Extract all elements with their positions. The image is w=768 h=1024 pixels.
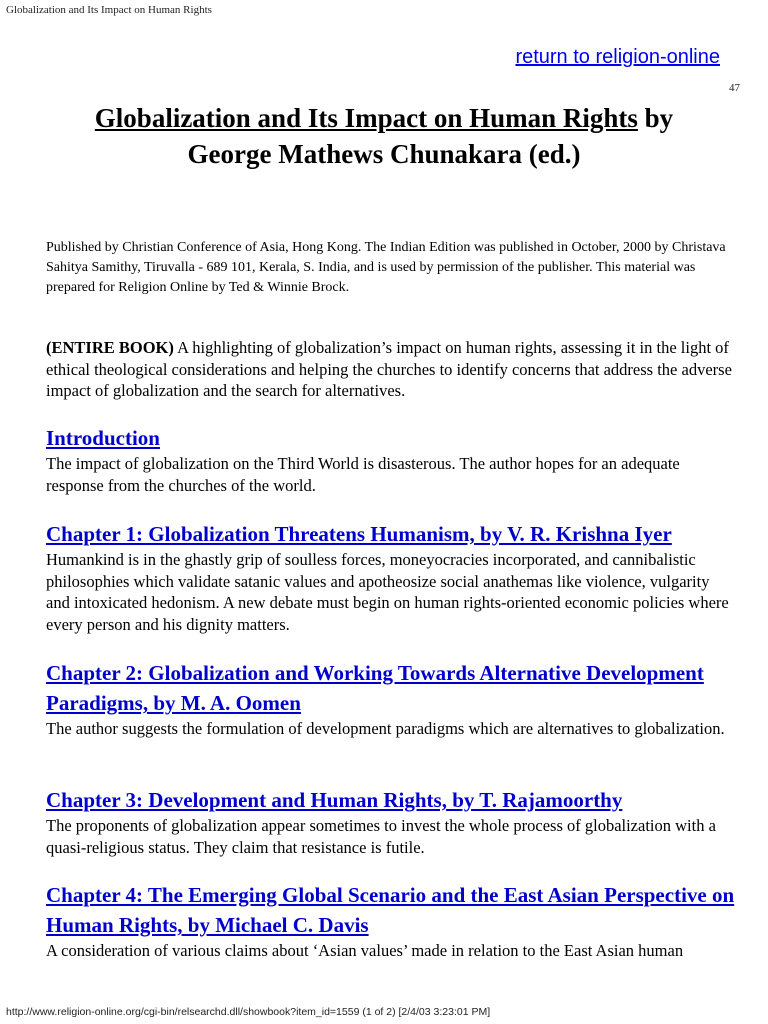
section-summary: The impact of globalization on the Third World is disasterous. The author hopes for an adequate response from the churches of the world. bbox=[46, 454, 680, 495]
print-header-title: Globalization and Its Impact on Human Rights bbox=[6, 4, 212, 16]
section-chapter-2 bbox=[46, 658, 736, 740]
section-summary: The author suggests the formulation of development paradigms which are alternatives to globalization. bbox=[46, 719, 725, 738]
section-introduction bbox=[46, 423, 736, 496]
chapter-2-link[interactable]: Chapter 2: Globalization and Working Towards Alternative Development Paradigms, by M. A. Oomen bbox=[46, 661, 704, 715]
book-title-main: Globalization and Its Impact on Human Rights bbox=[94, 103, 638, 133]
section-chapter-3 bbox=[46, 785, 736, 858]
book-title bbox=[0, 100, 768, 172]
description-text: A highlighting of globalization’s impact on human rights, assessing it in the light of ethical theological considerations and helping the churches to identify concerns that address the adverse impact of globalization and the search for alternatives. bbox=[46, 338, 732, 400]
description-label: (ENTIRE BOOK) bbox=[46, 338, 174, 357]
book-description bbox=[46, 337, 736, 402]
section-link-introduction[interactable]: Introduction bbox=[46, 426, 160, 450]
publication-info: Published by Christian Conference of Asia, Hong Kong. The Indian Edition was published in October, 2000 by Christava Sahitya Samithy, Tiruvalla - 689 101, Kerala, S. India, and is used by permission of the publisher. This material was prepared for Religion Online by Ted & Winnie Brock. bbox=[46, 240, 726, 295]
section-chapter-4 bbox=[46, 880, 736, 962]
section-summary: Humankind is in the ghastly grip of soulless forces, moneyocracies incorporated, and cannibalistic philosophies which validate satanic values and apotheosize social anathemas like violence, vulgarity and intoxicated hedonism. A new debate must begin on human rights-oriented economic policies where every person and his dignity matters. bbox=[46, 550, 729, 634]
print-footer-url: http://www.religion-online.org/cgi-bin/relsearchd.dll/showbook?item_id=1559 (1 of 2) [2/4/03 3:23:01 PM] bbox=[6, 1006, 491, 1018]
chapter-4-link[interactable]: Chapter 4: The Emerging Global Scenario and the East Asian Perspective on Human Rights, by Michael C. Davis bbox=[46, 883, 735, 937]
book-title-by: by bbox=[637, 103, 674, 133]
page-number: 47 bbox=[729, 82, 740, 94]
return-to-religion-online-link[interactable]: return to religion-online bbox=[515, 46, 720, 68]
section-summary: The proponents of globalization appear sometimes to invest the whole process of globalization with a quasi-religious status. They claim that resistance is futile. bbox=[46, 816, 716, 857]
chapter-1-link[interactable]: Chapter 1: Globalization Threatens Humanism, by V. R. Krishna Iyer bbox=[46, 522, 672, 546]
chapter-3-link[interactable]: Chapter 3: Development and Human Rights, by T. Rajamoorthy bbox=[46, 788, 623, 812]
section-chapter-1 bbox=[46, 519, 736, 635]
book-author: George Mathews Chunakara (ed.) bbox=[187, 139, 581, 169]
section-summary: A consideration of various claims about ‘Asian values’ made in relation to the East Asian human bbox=[46, 941, 684, 960]
